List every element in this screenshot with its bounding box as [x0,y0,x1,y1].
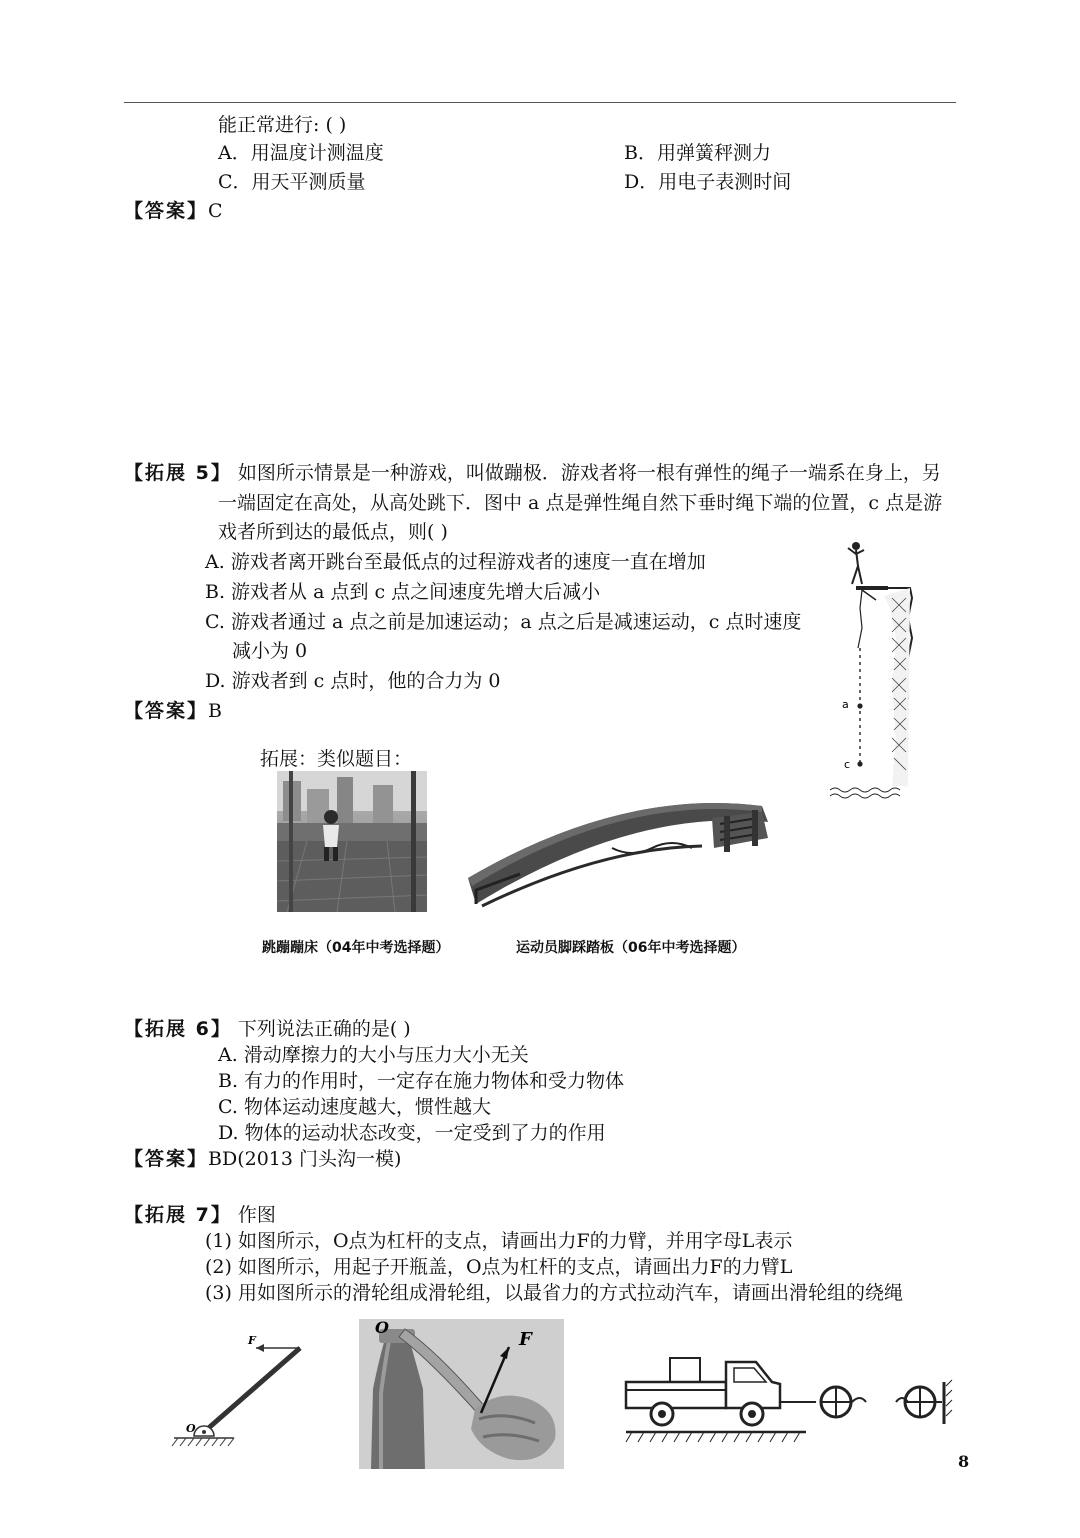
q4-option-c: C．用天平测质量 [218,171,366,193]
point-c-label: c [844,758,851,771]
bungee-figure [822,538,922,802]
q5-stem-1: 如图所示情景是一种游戏，叫做蹦极．游戏者将一根有弹性的绳子一端系在身上，另 [237,462,941,484]
q6-stem: 下列说法正确的是( ) [237,1018,411,1040]
answer-tag: 【答案】 [124,200,209,222]
q5-stem-2: 一端固定在高处，从高处跳下．图中 a 点是弹性绳自然下垂时绳下端的位置，c 点是游 [218,492,943,514]
answer-tag: 【答案】 [124,700,209,722]
q4-stem-tail: 能正常进行: ( ) [218,114,347,136]
point-c-dot [857,761,862,766]
q7-item-2: (2) 如图所示，用起子开瓶盖，O点为杠杆的支点，请画出力F的力臂L [205,1256,793,1278]
q6-tag: 【拓展 6】 [124,1018,232,1040]
q7-item-1: (1) 如图所示，O点为杠杆的支点，请画出力F的力臂，并用字母L表示 [205,1230,793,1252]
q5-option-c: C. 游戏者通过 a 点之前是加速运动；a 点之后是减速运动，c 点时速度 [205,611,802,633]
answer-value: C [208,200,223,222]
q5-option-d: D. 游戏者到 c 点时，他的合力为 0 [205,670,501,692]
answer-tag: 【答案】 [124,1148,209,1170]
trampoline-photo [277,771,427,912]
q6-line-1 [124,1014,411,1041]
header-rule [124,102,956,103]
lever-force-label: F [248,1334,256,1347]
lever-figure [166,1332,312,1452]
lever-pivot-label: O [186,1422,196,1435]
q4-option-d: D．用电子表测时间 [624,171,792,193]
q4-option-a: A．用温度计测温度 [218,142,384,164]
q5-option-a: A. 游戏者离开跳台至最低点的过程游戏者的速度一直在增加 [205,551,706,573]
caption-trampoline: 跳蹦蹦床（04年中考选择题） [262,940,450,956]
q5-line-1 [124,458,941,485]
q5-stem-3: 戏者所到达的最低点，则( ) [218,521,448,543]
answer-value: B [208,700,222,722]
springboard-photo [462,778,774,923]
answer-value: BD(2013 门头沟一模) [208,1148,402,1170]
q6-answer [124,1144,401,1171]
q6-option-d: D. 物体的运动状态改变，一定受到了力的作用 [218,1122,606,1144]
q4-option-b: B．用弹簧秤测力 [624,142,771,164]
extension-title: 拓展：类似题目： [260,748,413,770]
q4-answer [124,196,223,223]
truck-pulley-figure [624,1352,954,1446]
q5-tag: 【拓展 5】 [124,462,232,484]
opener-force-label: F [519,1329,532,1350]
point-a-label: a [842,698,849,711]
q7-item-3: (3) 用如图所示的滑轮组成滑轮组，以最省力的方式拉动汽车，请画出滑轮组的绕绳 [205,1282,903,1304]
q5-answer [124,696,222,723]
q5-option-c-cont: 减小为 0 [232,640,308,662]
point-a-dot [857,703,862,708]
bottle-opener-photo [359,1319,564,1469]
caption-springboard: 运动员脚踩踏板（06年中考选择题） [516,940,746,956]
q5-option-b: B. 游戏者从 a 点到 c 点之间速度先增大后减小 [205,581,601,603]
q6-option-c: C. 物体运动速度越大，惯性越大 [218,1096,491,1118]
q7-line-1 [124,1200,276,1227]
page-number: 8 [958,1452,970,1471]
q6-option-a: A. 滑动摩擦力的大小与压力大小无关 [218,1044,529,1066]
opener-pivot-label: O [375,1319,389,1337]
q7-tag: 【拓展 7】 [124,1204,232,1226]
q6-option-b: B. 有力的作用时，一定存在施力物体和受力物体 [218,1070,625,1092]
q7-stem: 作图 [237,1204,276,1226]
